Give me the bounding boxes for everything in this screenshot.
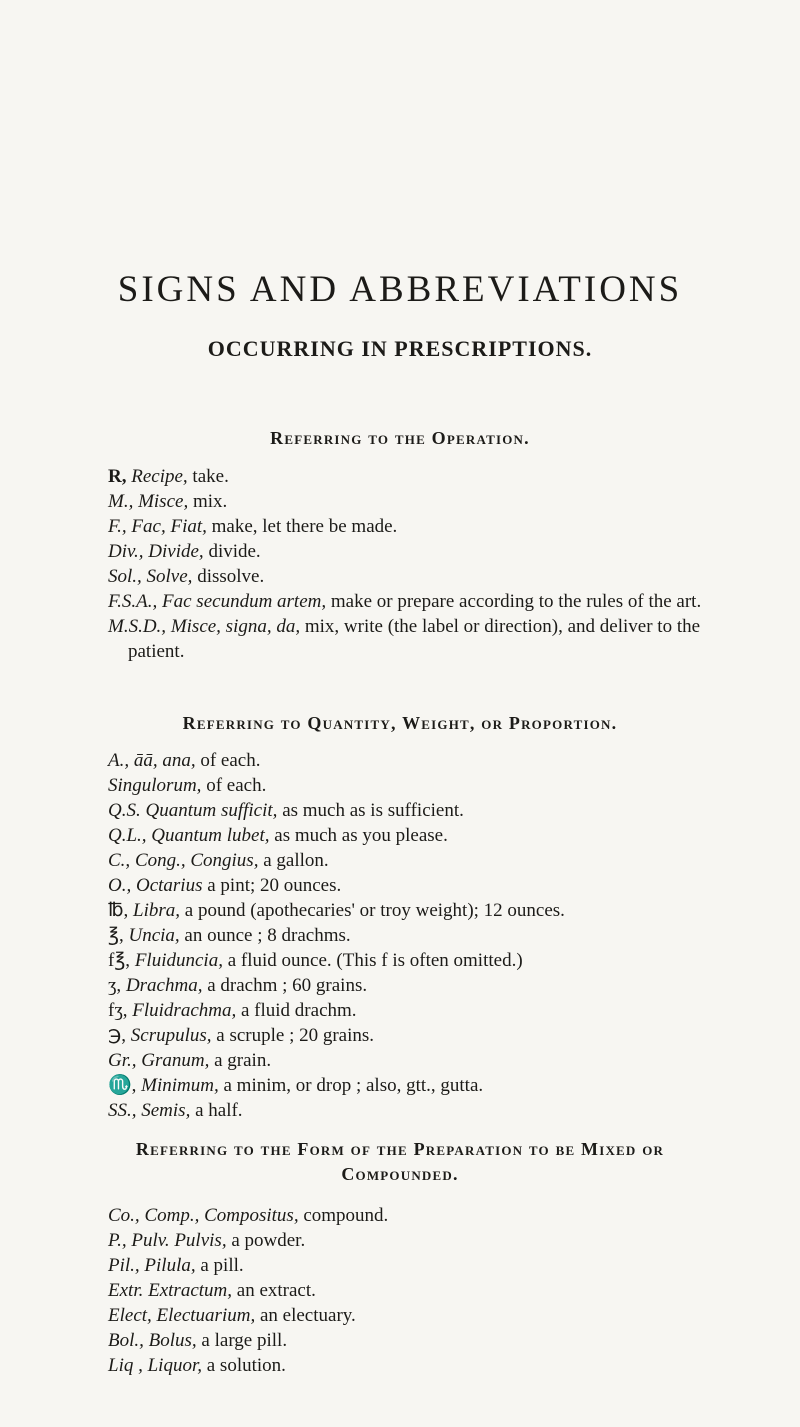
entry-term: Pilula, xyxy=(139,1255,196,1276)
entry-abbreviation: ℔, xyxy=(108,900,129,921)
entry-abbreviation: Q.L., xyxy=(108,825,147,846)
list-item xyxy=(108,514,708,539)
list-item xyxy=(108,998,708,1023)
list-item xyxy=(108,614,708,664)
entry-term: Extractum, xyxy=(143,1280,233,1301)
entry-term: Granum, xyxy=(136,1050,210,1071)
entry-description: a grain. xyxy=(209,1050,272,1071)
list-item xyxy=(108,798,708,823)
entry-term: Minimum, xyxy=(136,1075,219,1096)
entry-abbreviation: f℥, xyxy=(108,950,131,971)
list-item xyxy=(108,1303,708,1328)
entry-term: Misce, signa, da, xyxy=(166,616,301,637)
entry-term: Bolus, xyxy=(143,1330,197,1351)
entry-description: as much as you please. xyxy=(269,825,448,846)
entry-description: an electuary. xyxy=(255,1305,356,1326)
entry-abbreviation: ℈, xyxy=(108,1025,127,1046)
list-item xyxy=(108,848,708,873)
entry-term: Recipe, xyxy=(126,466,188,487)
list-item xyxy=(108,1048,708,1073)
entry-abbreviation: Elect, xyxy=(108,1305,152,1326)
entry-abbreviation: fʒ, xyxy=(108,1000,128,1021)
entry-abbreviation: M.S.D., xyxy=(108,616,167,637)
entry-term: Octarius xyxy=(131,875,203,896)
entry-description: a fluid ounce. (This f is often omitted.) xyxy=(222,950,523,971)
entry-term: Misce, xyxy=(133,491,189,512)
list-item xyxy=(108,898,708,923)
entry-description: an ounce ; 8 drachms. xyxy=(179,925,351,946)
list-item xyxy=(108,1278,708,1303)
entry-abbreviation: ♏, xyxy=(108,1075,137,1096)
entry-description: a drachm ; 60 grains. xyxy=(202,975,368,996)
entry-term: Fluidrachma, xyxy=(127,1000,237,1021)
entry-term: āā, ana, xyxy=(129,750,196,771)
entry-abbreviation: Div., xyxy=(108,541,144,562)
entry-abbreviation: Gr., xyxy=(108,1050,137,1071)
entry-abbreviation: M., xyxy=(108,491,134,512)
entry-list-operation xyxy=(108,464,708,664)
entry-description: of each. xyxy=(195,750,261,771)
entry-description: a pound (apothecaries' or troy weight); 12 ounces. xyxy=(180,900,565,921)
list-item xyxy=(108,1073,708,1098)
entry-list-quantity xyxy=(108,748,708,1123)
list-item xyxy=(108,464,708,489)
entry-term: Electuarium, xyxy=(151,1305,256,1326)
list-item xyxy=(108,823,708,848)
entry-term: Pulv. Pulvis, xyxy=(126,1230,227,1251)
entry-description: dissolve. xyxy=(192,566,265,587)
entry-term: Drachma, xyxy=(121,975,203,996)
entry-abbreviation: Bol., xyxy=(108,1330,144,1351)
list-item xyxy=(108,748,708,773)
entry-term: Liquor, xyxy=(142,1355,202,1376)
list-item xyxy=(108,1228,708,1253)
list-item xyxy=(108,589,708,614)
entry-description: a pill. xyxy=(195,1255,244,1276)
entry-abbreviation: ʒ, xyxy=(108,975,122,996)
list-item xyxy=(108,1253,708,1278)
entry-description: as much as is sufficient. xyxy=(277,800,464,821)
entry-abbreviation: Liq , xyxy=(108,1355,143,1376)
entry-description: divide. xyxy=(203,541,261,562)
entry-description: compound. xyxy=(298,1205,389,1226)
entry-abbreviation: P., xyxy=(108,1230,127,1251)
list-item xyxy=(108,1203,708,1228)
entry-abbreviation: A., xyxy=(108,750,130,771)
entry-description: mix, write (the label or direction), and deliver to the patient. xyxy=(128,616,701,662)
entry-abbreviation: ℥, xyxy=(108,925,124,946)
entry-term: Quantum lubet, xyxy=(146,825,270,846)
list-item xyxy=(108,773,708,798)
page-title: SIGNS AND ABBREVIATIONS xyxy=(117,269,683,310)
entry-term: Uncia, xyxy=(123,925,180,946)
entry-abbreviation: Co., xyxy=(108,1205,140,1226)
entry-list-form xyxy=(108,1203,708,1378)
entry-term: Quantum sufficit, xyxy=(140,800,278,821)
entry-description: a powder. xyxy=(226,1230,306,1251)
entry-abbreviation: F., xyxy=(108,516,127,537)
entry-abbreviation: Pil., xyxy=(108,1255,140,1276)
list-item xyxy=(108,973,708,998)
entry-description: a pint; 20 ounces. xyxy=(202,875,342,896)
entry-abbreviation: Singulorum, xyxy=(108,775,202,796)
entry-abbreviation: Sol., xyxy=(108,566,142,587)
list-item xyxy=(108,873,708,898)
entry-term: Fluiduncia, xyxy=(130,950,223,971)
entry-term: Libra, xyxy=(128,900,181,921)
page-subtitle: OCCURRING IN PRESCRIPTIONS. xyxy=(207,336,593,361)
entry-term: Semis, xyxy=(136,1100,191,1121)
entry-term: Solve, xyxy=(141,566,193,587)
section-heading-form: Referring to the Form of the Preparation to be Mixed or Compounded. xyxy=(135,1139,665,1184)
list-item xyxy=(108,539,708,564)
entry-term: Divide, xyxy=(143,541,204,562)
entry-description: a minim, or drop ; also, gtt., gutta. xyxy=(218,1075,484,1096)
entry-abbreviation: Q.S. xyxy=(108,800,141,821)
entry-abbreviation: SS., xyxy=(108,1100,137,1121)
entry-description: a large pill. xyxy=(196,1330,288,1351)
entry-description: a fluid drachm. xyxy=(236,1000,357,1021)
entry-term: Scrupulus, xyxy=(126,1025,212,1046)
entry-abbreviation: Extr. xyxy=(108,1280,144,1301)
entry-abbreviation: O., xyxy=(108,875,132,896)
entry-description: a solution. xyxy=(202,1355,286,1376)
entry-description: of each. xyxy=(201,775,267,796)
list-item xyxy=(108,1098,708,1123)
entry-description: a gallon. xyxy=(258,850,329,871)
list-item xyxy=(108,923,708,948)
entry-description: mix. xyxy=(188,491,228,512)
entry-abbreviation: F.S.A., xyxy=(108,591,158,612)
list-item xyxy=(108,948,708,973)
entry-abbreviation: C., xyxy=(108,850,131,871)
entry-description: make, let there be made. xyxy=(206,516,398,537)
entry-description: take. xyxy=(187,466,229,487)
entry-term: Comp., Compositus, xyxy=(139,1205,299,1226)
section-heading-quantity: Referring to Quantity, Weight, or Proportion. xyxy=(182,713,618,733)
entry-term: Cong., Congius, xyxy=(130,850,259,871)
list-item xyxy=(108,564,708,589)
entry-description: a half. xyxy=(190,1100,243,1121)
list-item xyxy=(108,1023,708,1048)
list-item xyxy=(108,1353,708,1378)
entry-term: Fac, Fiat, xyxy=(126,516,207,537)
entry-term: Fac secundum artem, xyxy=(157,591,327,612)
section-heading-operation: Referring to the Operation. xyxy=(270,428,530,448)
list-item xyxy=(108,1328,708,1353)
entry-description: make or prepare according to the rules of the art. xyxy=(326,591,702,612)
entry-abbreviation: R, xyxy=(108,466,127,487)
list-item xyxy=(108,489,708,514)
entry-description: a scruple ; 20 grains. xyxy=(211,1025,375,1046)
entry-description: an extract. xyxy=(232,1280,316,1301)
